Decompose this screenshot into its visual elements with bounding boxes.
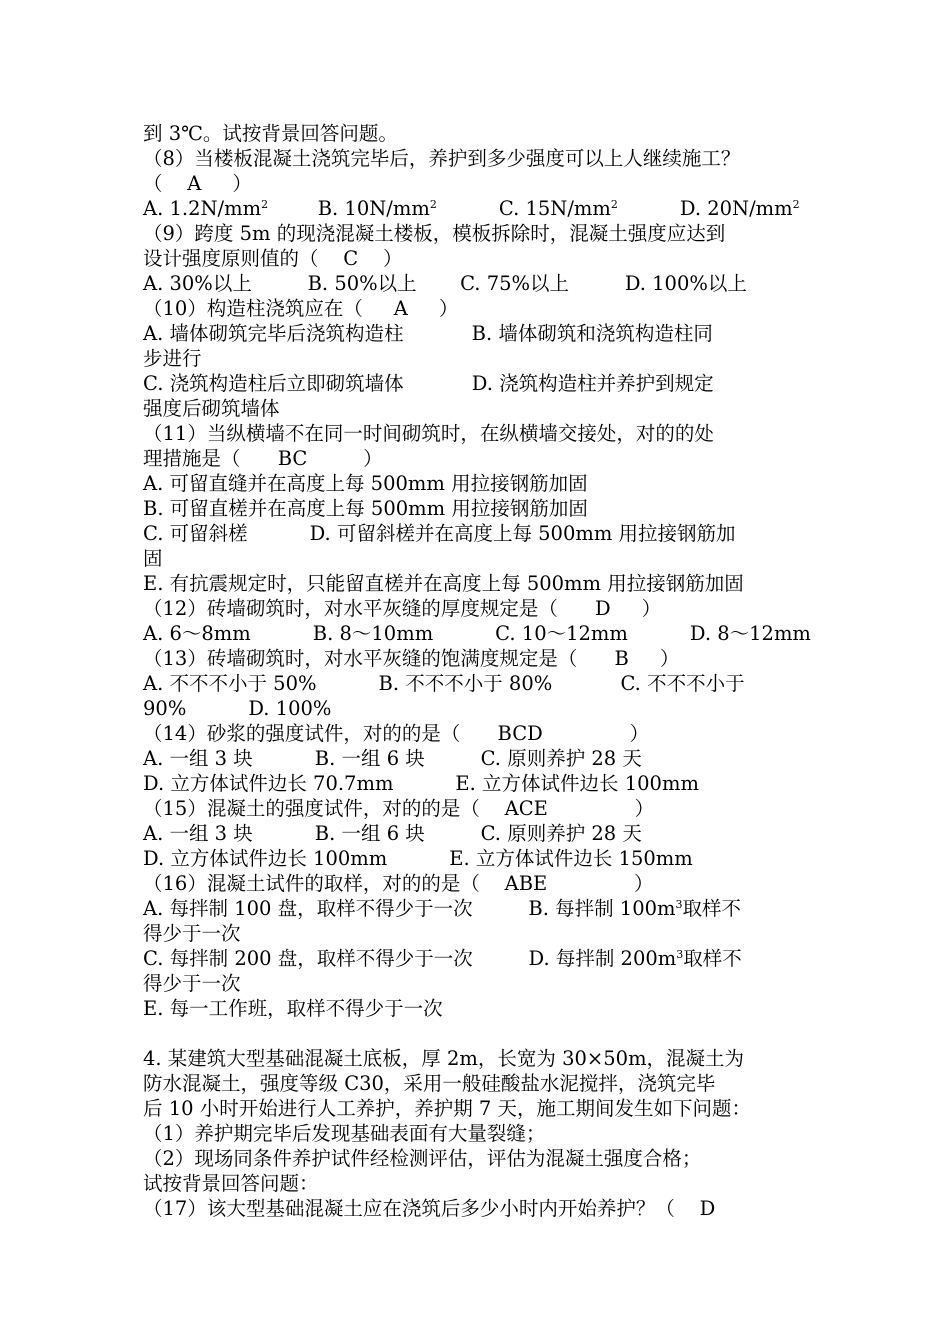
options-9: A. 30%以上 B. 50%以上 C. 75%以上 D. 100%以上: [143, 272, 747, 295]
question-10: （10）构造柱浇筑应在（ A ）: [143, 297, 459, 320]
options-10: A. 墙体砌筑完毕后浇筑构造柱 B. 墙体砌筑和浇筑构造柱同: [143, 322, 713, 345]
options-16-cd-cont: 得少于一次: [143, 972, 241, 995]
options-10-cont: 步进行: [143, 347, 202, 370]
question-16: （16）混凝土试件的取样，对的的是（ ABE ）: [143, 872, 654, 895]
options-13-cont: 90% D. 100%: [143, 697, 332, 720]
case-4-text: 后 10 小时开始进行人工养护，养护期 7 天，施工期间发生如下问题：: [143, 1097, 752, 1120]
case-4-prompt: 试按背景回答问题：: [143, 1172, 319, 1195]
option-16-e: E. 每一工作班，取样不得少于一次: [143, 997, 443, 1020]
option-11-a: A. 可留直缝并在高度上每 500mm 用拉接钢筋加固: [143, 472, 588, 495]
question-8: （8）当楼板混凝土浇筑完毕后，养护到多少强度可以上人继续施工？: [143, 147, 741, 170]
question-13: （13）砖墙砌筑时，对水平灰缝的饱满度规定是（ B ）: [143, 647, 680, 670]
question-9: （9）跨度 5m 的现浇混凝土楼板，模板拆除时，混凝土强度应达到: [143, 222, 726, 245]
option-11-cd: C. 可留斜槎 D. 可留斜槎并在高度上每 500mm 用拉接钢筋加: [143, 522, 736, 545]
question-9-cont: 设计强度原则值的（ C ）: [143, 247, 403, 270]
options-10: C. 浇筑构造柱后立即砌筑墙体 D. 浇筑构造柱并养护到规定: [143, 372, 714, 395]
blank-line: [143, 1021, 823, 1046]
case-4-issue-1: （1）养护期完毕后发现基础表面有大量裂缝；: [143, 1122, 546, 1145]
options-12: A. 6～8mm B. 8～10mm C. 10～12mm D. 8～12mm: [143, 622, 811, 645]
options-15: A. 一组 3 块 B. 一组 6 块 C. 原则养护 28 天: [143, 822, 642, 845]
options-14: A. 一组 3 块 B. 一组 6 块 C. 原则养护 28 天: [143, 747, 642, 770]
case-4-text: 防水混凝土，强度等级 C30，采用一般硅酸盐水泥搅拌，浇筑完毕: [143, 1072, 716, 1095]
question-14: （14）砂浆的强度试件，对的的是（ BCD ）: [143, 722, 650, 745]
text-line: 到 3℃。试按背景回答问题。: [143, 122, 398, 145]
question-17: （17）该大型基础混凝土应在浇筑后多少小时内开始养护？（ D: [143, 1197, 716, 1220]
option-11-b: B. 可留直槎并在高度上每 500mm 用拉接钢筋加固: [143, 497, 588, 520]
case-4-issue-2: （2）现场同条件养护试件经检测评估，评估为混凝土强度合格；: [143, 1147, 702, 1170]
options-15-cont: D. 立方体试件边长 100mm E. 立方体试件边长 150mm: [143, 847, 693, 870]
options-16-cd: C. 每拌制 200 盘，取样不得少于一次 D. 每拌制 $200m^3$取样不: [143, 947, 742, 970]
case-4-heading: 4. 某建筑大型基础混凝土底板，厚 2m，长宽为 30×50m，混凝土为: [143, 1047, 745, 1070]
option-11-e: E. 有抗震规定时，只能留直槎并在高度上每 500mm 用拉接钢筋加固: [143, 572, 744, 595]
question-12: （12）砖墙砌筑时，对水平灰缝的厚度规定是（ D ）: [143, 597, 662, 620]
options-16-ab-cont: 得少于一次: [143, 922, 241, 945]
option-11-cd-cont: 固: [143, 547, 163, 570]
options-10-cont: 强度后砌筑墙体: [143, 397, 280, 420]
options-8: A. $1.2N/mm^2$ B. $10N/mm^2$ C. $15N/mm^2$ D. $20N/mm^2$: [143, 197, 800, 220]
answer-8: （ A ）: [143, 172, 252, 195]
options-16-ab: A. 每拌制 100 盘，取样不得少于一次 B. 每拌制 $100m^3$取样不: [143, 897, 742, 920]
options-14-cont: D. 立方体试件边长 70.7mm E. 立方体试件边长 100mm: [143, 772, 699, 795]
question-11-cont: 理措施是（ BC ）: [143, 447, 383, 470]
question-11: （11）当纵横墙不在同一时间砌筑时，在纵横墙交接处，对的的处: [143, 422, 714, 445]
question-15: （15）混凝土的强度试件，对的的是（ ACE ）: [143, 797, 655, 820]
options-13: A. 不不不小于 50% B. 不不不小于 80% C. 不不不小于: [143, 672, 745, 695]
